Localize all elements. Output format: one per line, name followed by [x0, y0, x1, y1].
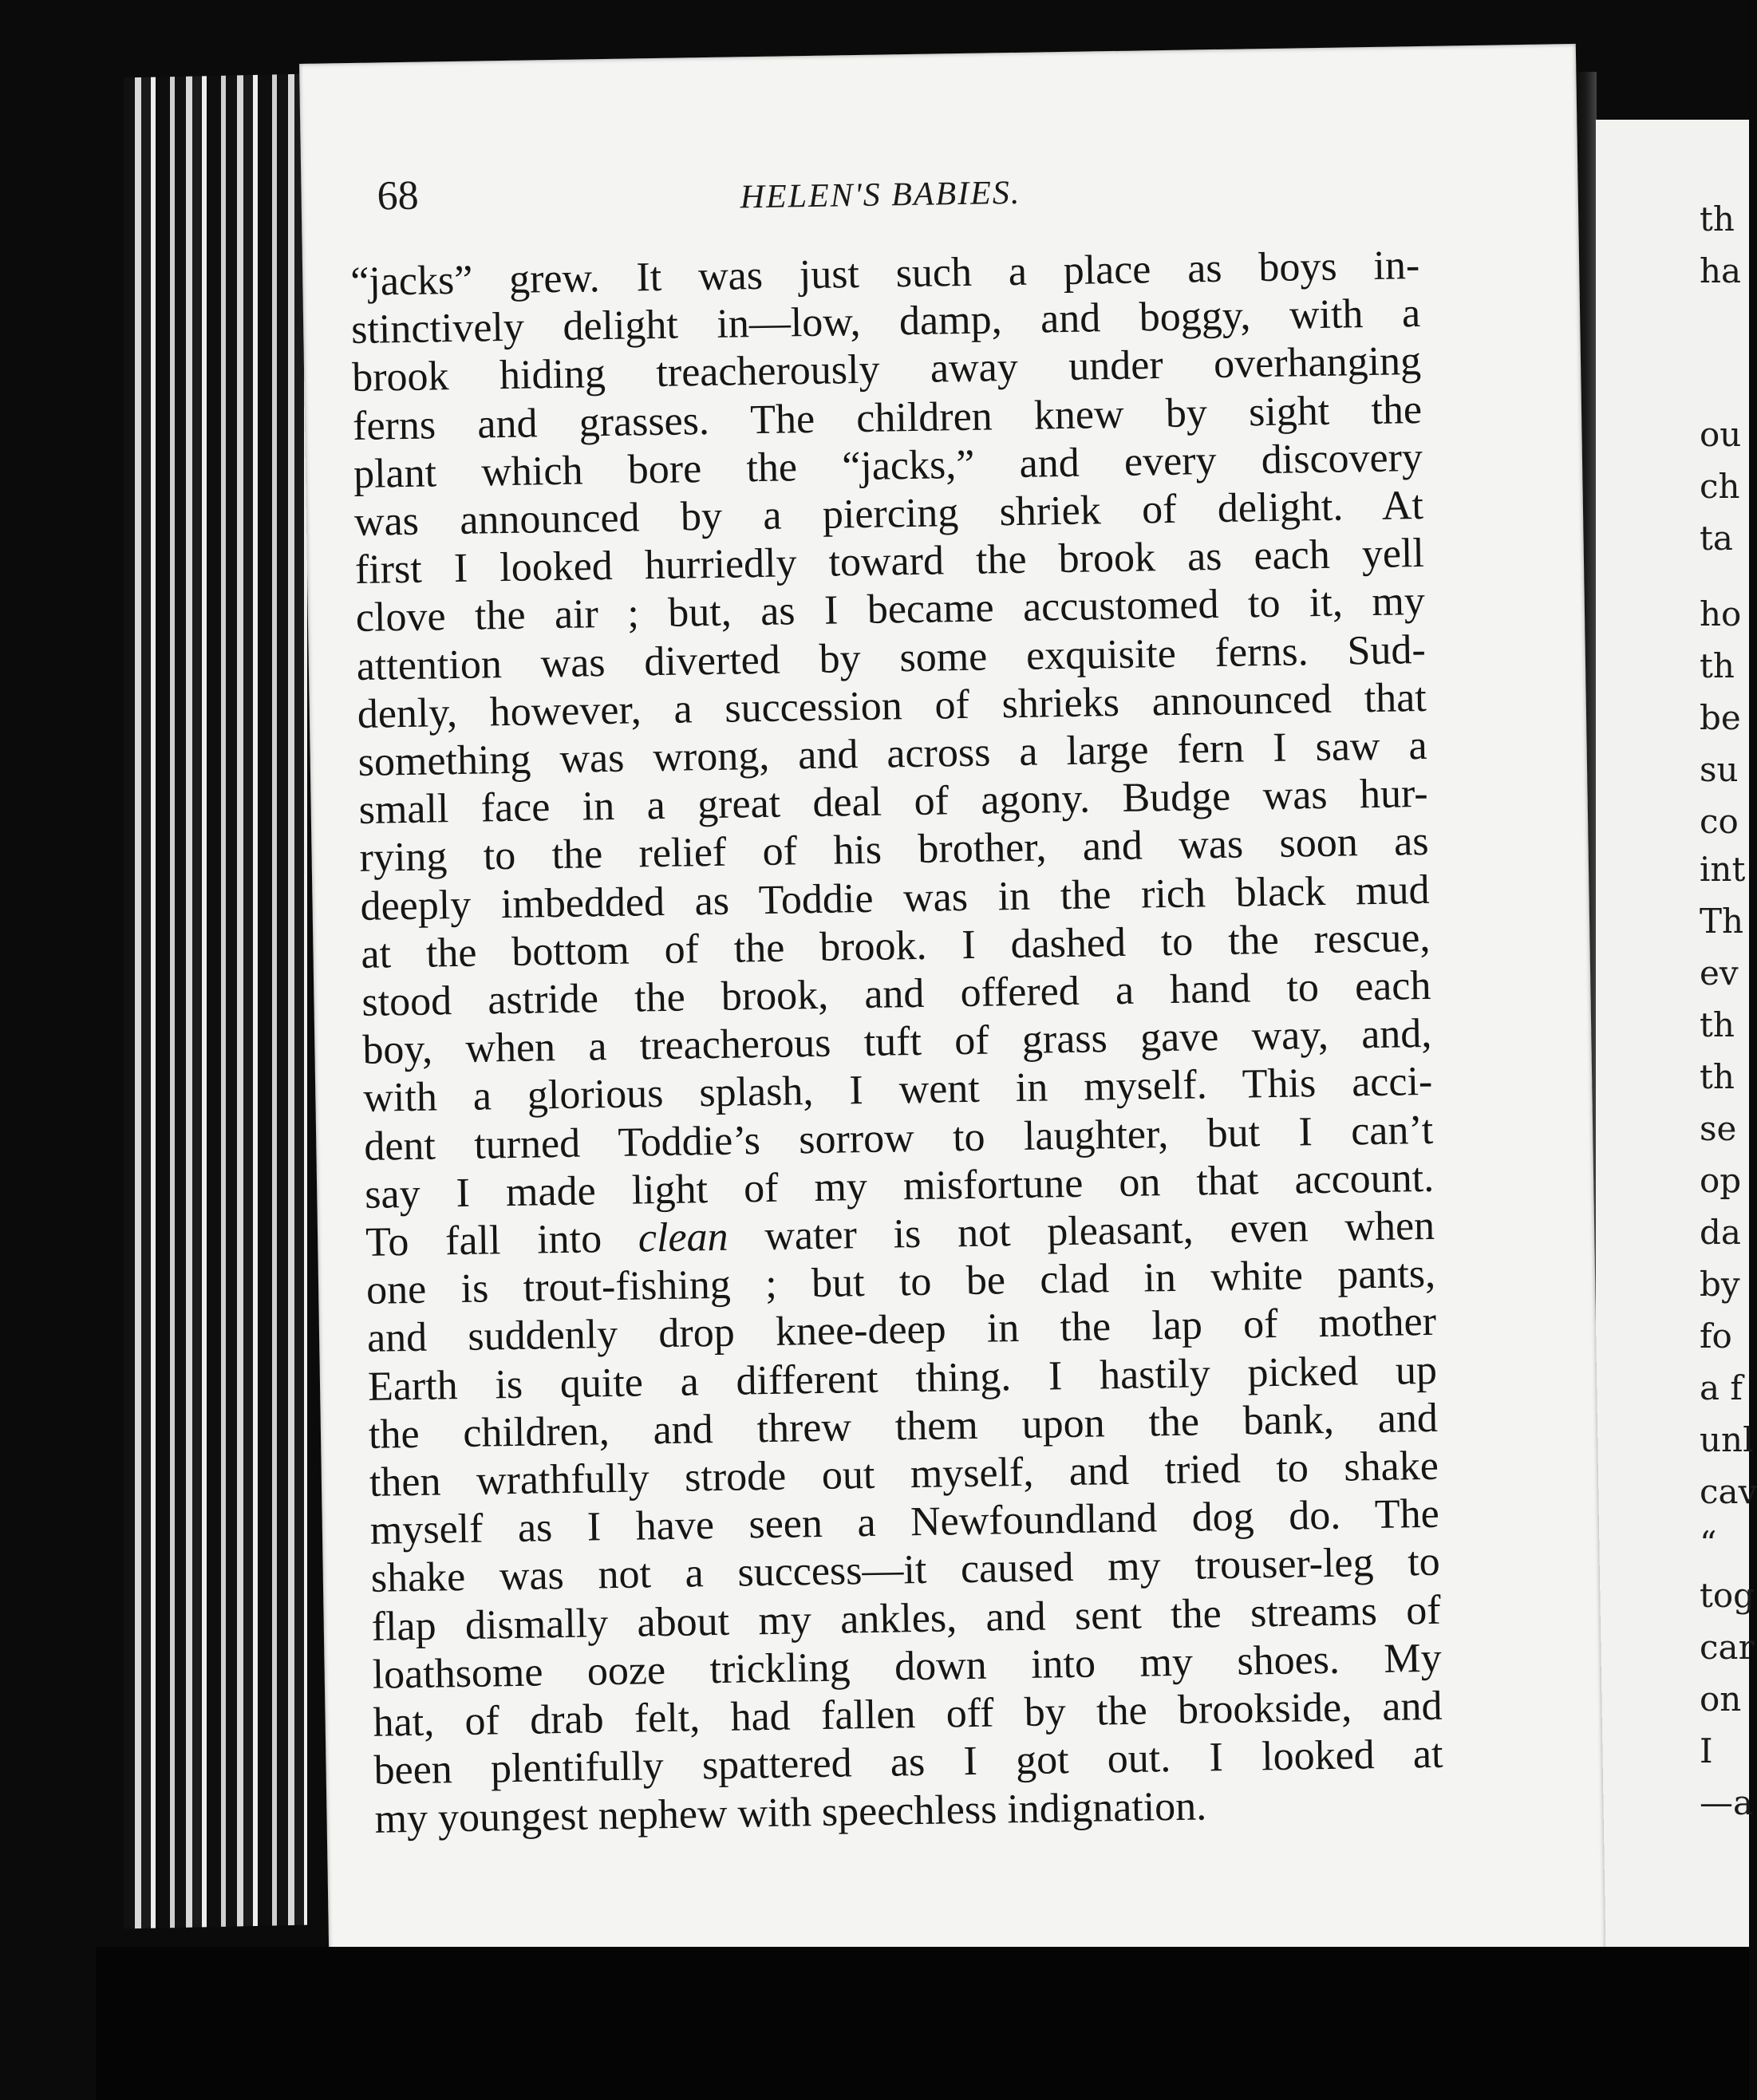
text-line: loathsome ooze trickling down into my shoes. My	[372, 1635, 1443, 1698]
facing-page-fragment: op	[1700, 1161, 1742, 1200]
text-line: plant which bore the “jacks,” and every discovery	[353, 434, 1423, 497]
italic-word: clean	[638, 1214, 728, 1261]
text-line: at the bottom of the brook. I dashed to the rescue,	[361, 914, 1431, 977]
facing-page-fragment: I	[1700, 1731, 1713, 1770]
text-line: denly, however, a succession of shrieks announced that	[357, 674, 1427, 737]
facing-page-fragment: su	[1700, 750, 1739, 789]
facing-page-fragment: —a	[1700, 1783, 1754, 1822]
book-page	[299, 44, 1606, 1979]
text-line: hat, of drab felt, had fallen off by the brookside, and	[373, 1683, 1443, 1746]
text-line: clove the air ; but, as I became accustomed to it, my	[355, 578, 1426, 641]
facing-page-fragment: th	[1700, 1005, 1735, 1044]
facing-page-fragment: da	[1700, 1213, 1741, 1252]
text-line: Earth is quite a different thing. I hastily picked up	[367, 1347, 1438, 1410]
body-text	[350, 242, 1444, 1844]
text-line: the children, and threw them upon the bank, and	[368, 1395, 1439, 1458]
text-line: one is trout-fishing ; but to be clad in white pants,	[365, 1251, 1436, 1314]
running-title: HELEN'S BABIES.	[740, 174, 1021, 216]
facing-page-fragment: co	[1700, 802, 1739, 841]
text-line: brook hiding treacherously away under overhanging	[351, 338, 1422, 401]
facing-page-fragment: ou	[1700, 415, 1742, 454]
facing-page-fragment: ha	[1700, 251, 1742, 290]
text-line: my youngest nephew with speechless indignation.	[374, 1782, 1207, 1842]
text-line: was announced by a piercing shriek of delight. At	[353, 482, 1424, 545]
text-line: rying to the relief of his brother, and was soon as	[359, 819, 1429, 882]
facing-page-fragment: ev	[1700, 953, 1739, 993]
scan-bottom-border	[96, 1947, 1749, 2100]
text-line: stood astride the brook, and offered a hand to each	[361, 962, 1431, 1025]
text-line: first I looked hurriedly toward the brook as each yell	[354, 531, 1425, 594]
text-line: myself as I have seen a Newfoundland dog do. The	[369, 1491, 1440, 1554]
facing-page-fragment: th	[1700, 199, 1735, 239]
text-line: then wrathfully strode out myself, and tried to shake	[369, 1443, 1439, 1506]
text-line: boy, when a treacherous tuft of grass gave way, and,	[361, 1011, 1432, 1074]
running-head	[377, 157, 1358, 219]
facing-page-fragment: Th	[1700, 902, 1744, 941]
text-line: ferns and grasses. The children knew by sight the	[352, 386, 1423, 449]
text-fragment: water is not pleasant, even when	[728, 1202, 1435, 1260]
facing-page-fragment: a f	[1700, 1368, 1743, 1407]
text-line: small face in a great deal of agony. Budge was hur-	[358, 771, 1428, 834]
text-line: stinctively delight in—low, damp, and boggy, with a	[350, 290, 1421, 353]
text-line: and suddenly drop knee-deep in the lap of mother	[366, 1299, 1437, 1362]
text-line: deeply imbedded as Toddie was in the rich black mud	[360, 866, 1430, 930]
text-line: with a glorious splash, I went in myself. This acci-	[362, 1059, 1433, 1122]
text-line: something was wrong, and across a large fern I saw a	[357, 722, 1428, 785]
facing-page	[1596, 120, 1757, 1979]
facing-page-fragment: ch	[1700, 467, 1740, 506]
text-line: “jacks” grew. It was just such a place as boys in-	[349, 242, 1420, 306]
facing-page-fragment: fo	[1700, 1316, 1732, 1356]
book-page-edges	[124, 74, 307, 1929]
facing-page-fragment: ta	[1700, 519, 1733, 558]
text-line: been plentifully spattered as I got out. I looked at	[373, 1731, 1443, 1794]
facing-page-fragment: th	[1700, 1057, 1735, 1096]
text-line: shake was not a success—it caused my trouser-leg to	[370, 1539, 1441, 1602]
facing-page-fragment: th	[1700, 646, 1735, 685]
text-line: say I made light of my misfortune on that account.	[364, 1155, 1435, 1218]
text-line: dent turned Toddie’s sorrow to laughter, but I can’t	[363, 1107, 1434, 1170]
facing-page-fragment: “	[1700, 1524, 1717, 1563]
text-line: flap dismally about my ankles, and sent the streams of	[371, 1587, 1442, 1650]
facing-page-fragment: cav	[1700, 1472, 1757, 1511]
facing-page-fragment: by	[1700, 1265, 1740, 1304]
facing-page-fragment: tog	[1700, 1576, 1755, 1615]
text-line: attention was diverted by some exquisite ferns. Sud-	[356, 626, 1427, 689]
facing-page-fragment: on	[1700, 1680, 1742, 1719]
text-fragment: To fall into	[365, 1215, 639, 1265]
facing-page-fragment: ho	[1700, 594, 1742, 634]
facing-page-fragment: unl	[1700, 1420, 1754, 1459]
facing-page-fragment: car	[1700, 1628, 1755, 1667]
page-number: 68	[377, 172, 420, 219]
facing-page-fragment: be	[1700, 698, 1741, 737]
facing-page-fragment: int	[1700, 850, 1746, 889]
facing-page-fragment: se	[1700, 1109, 1737, 1148]
